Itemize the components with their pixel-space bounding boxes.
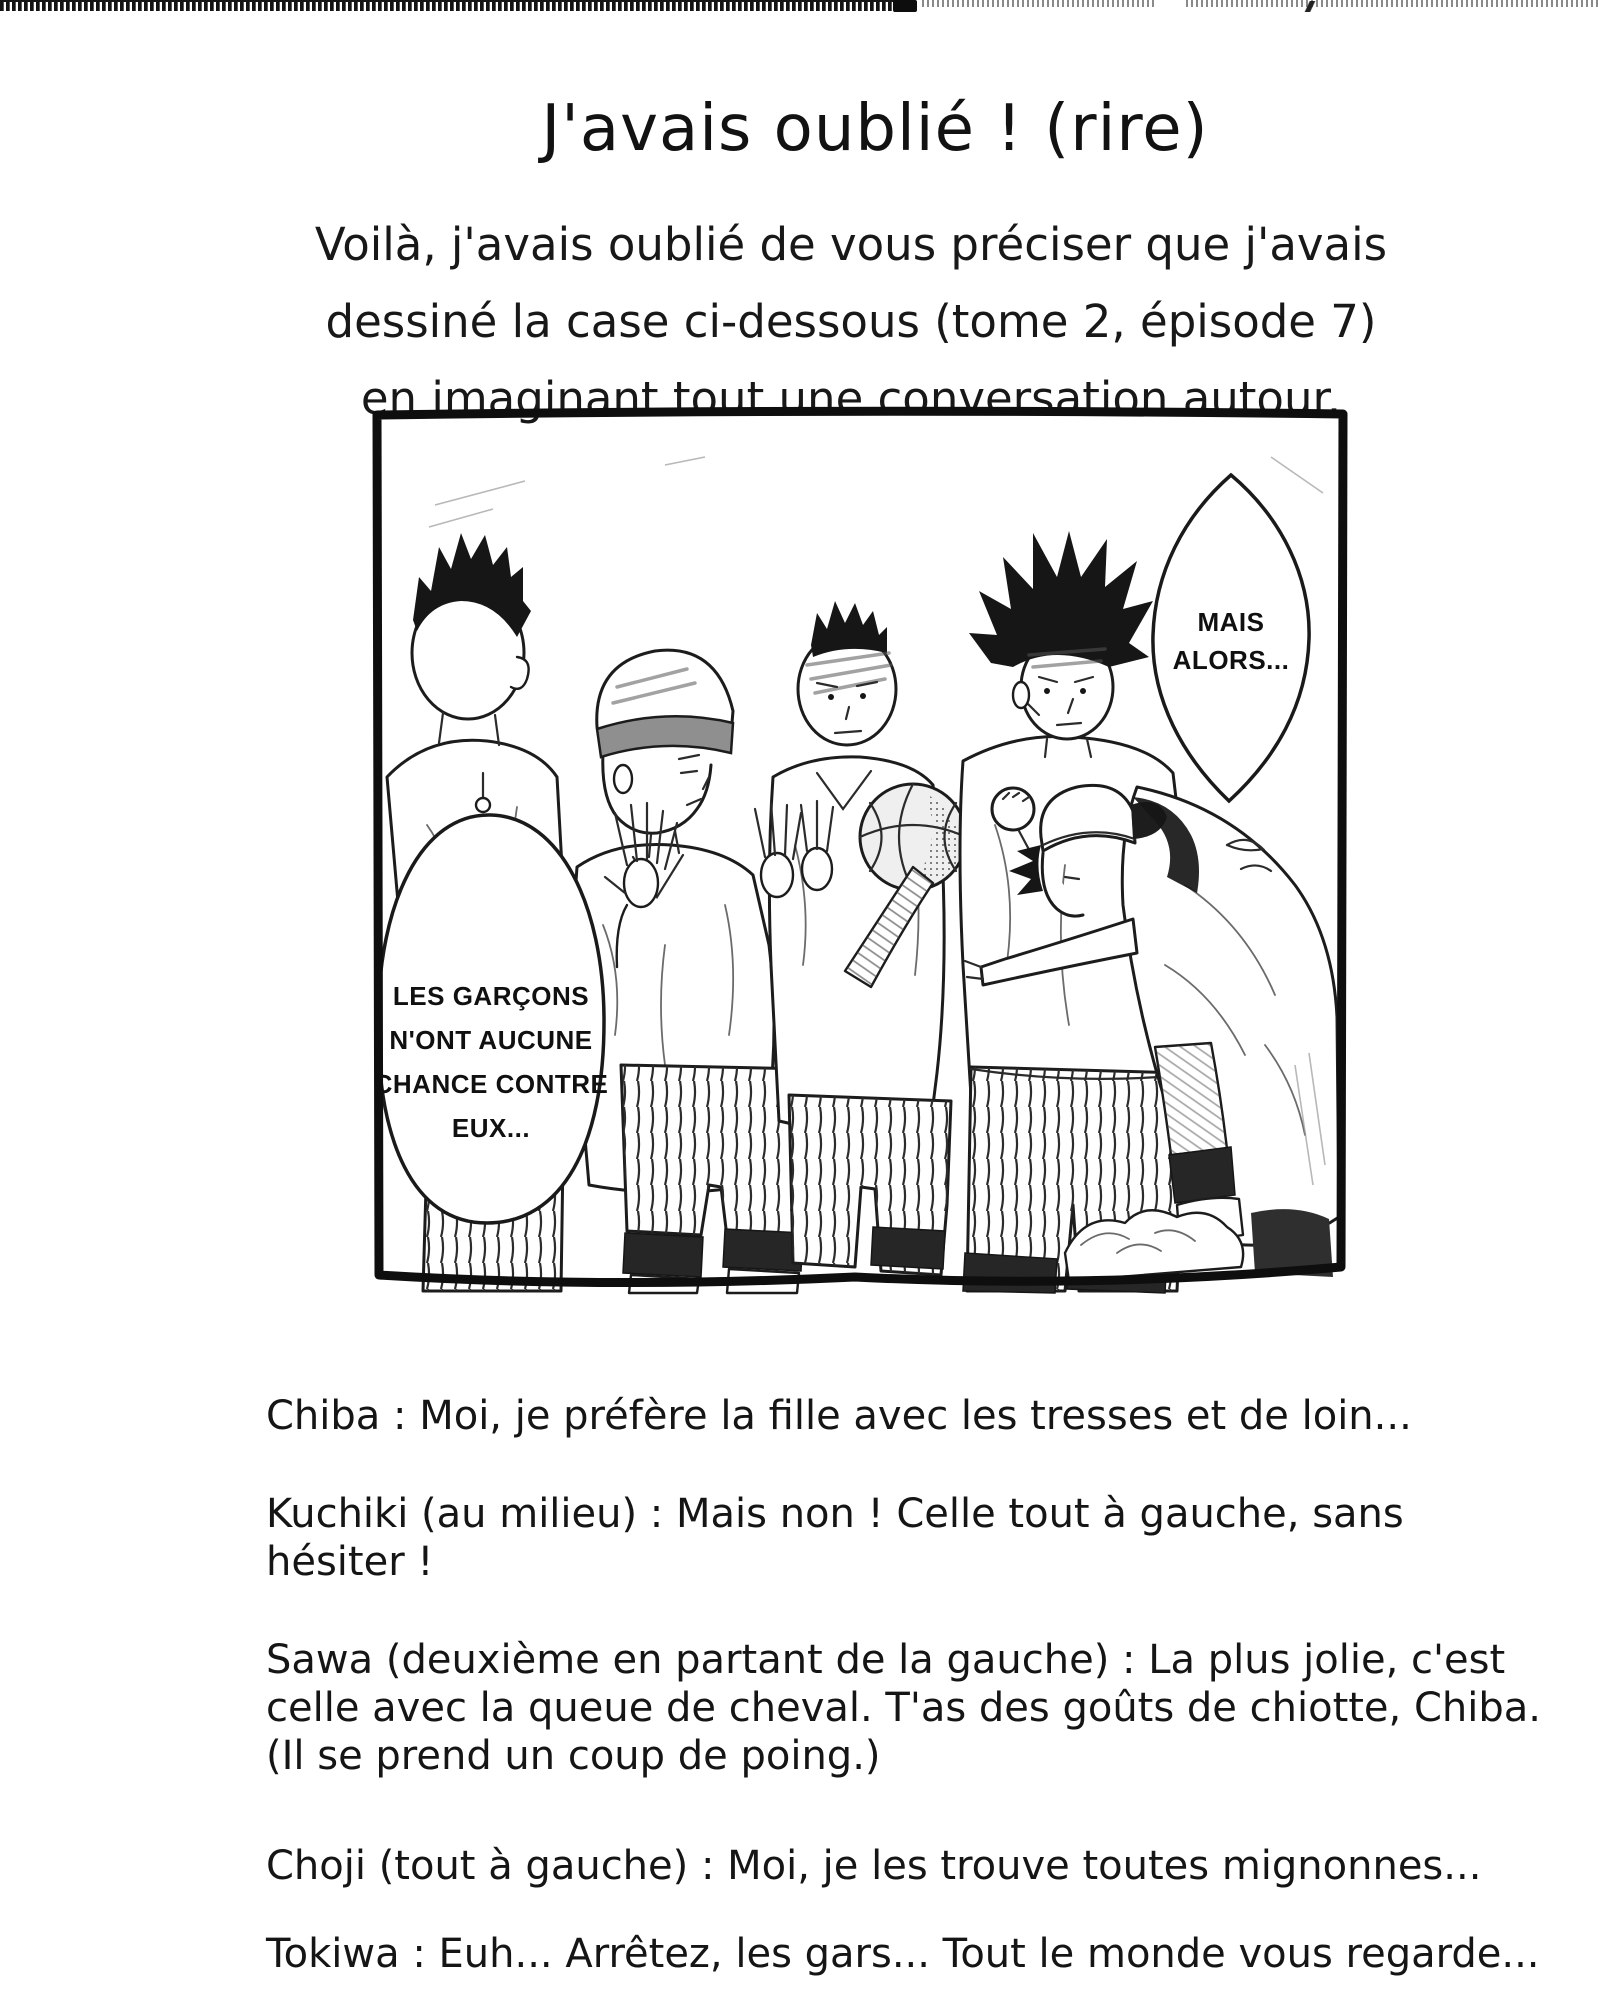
dialogue-line: Kuchiki (au milieu) : Mais non ! Celle tout à gauche, sans: [266, 1491, 1404, 1537]
scan-edge-segment: [1186, 0, 1598, 7]
speech-bubble-right: [1153, 475, 1309, 801]
dialogue-sawa: [266, 1636, 1541, 1780]
scan-edge-blot: [893, 0, 917, 12]
bubble-left-text: N'ONT AUCUNE: [389, 1025, 593, 1055]
dialogue-line: celle avec la queue de cheval. T'as des goûts de chiotte, Chiba.: [266, 1685, 1541, 1731]
manga-panel: [365, 405, 1360, 1295]
dialogue-line: hésiter !: [266, 1539, 434, 1585]
pencil-scratches: [429, 457, 1323, 527]
intro-line: dessiné la case ci-dessous (tome 2, épisode 7): [325, 295, 1377, 348]
panel-artwork: [365, 405, 1360, 1295]
page-top-scan-edge: [0, 0, 1598, 13]
intro-line: Voilà, j'avais oublié de vous préciser que j'avais: [314, 218, 1388, 271]
dialogue-choji: [266, 1842, 1541, 1890]
bubble-left-text: CHANCE CONTRE: [373, 1069, 609, 1099]
scan-edge-segment: [922, 0, 1154, 7]
scan-edge-scratch: [1292, 1, 1326, 12]
dialogue-line: Sawa (deuxième en partant de la gauche) : La plus jolie, c'est: [266, 1637, 1506, 1683]
bubble-right-text: MAIS: [1197, 607, 1265, 637]
dialogue-chiba: [266, 1392, 1541, 1440]
scan-edge-segment: [0, 0, 898, 11]
dialogue-tokiwa: [266, 1930, 1541, 1978]
dialogue-line: Choji (tout à gauche) : Moi, je les trouve toutes mignonnes...: [266, 1843, 1482, 1889]
intro-line: en imaginant tout une conversation autour.: [360, 372, 1342, 425]
page-title: J'avais oublié ! (rire): [541, 92, 1209, 166]
dialogue-section: [266, 1392, 1541, 2000]
intro-paragraph: [52, 206, 1598, 437]
bubble-left-text: LES GARÇONS: [392, 981, 590, 1011]
dialogue-line: Chiba : Moi, je préfère la fille avec les tresses et de loin...: [266, 1393, 1412, 1439]
bubble-right-text: ALORS...: [1172, 645, 1290, 675]
dialogue-line: Tokiwa : Euh... Arrêtez, les gars... Tout le monde vous regarde...: [266, 1931, 1540, 1977]
dialogue-line: (Il se prend un coup de poing.): [266, 1733, 881, 1779]
speech-bubble-left: [374, 815, 609, 1223]
bubble-left-text: EUX...: [451, 1113, 531, 1143]
dialogue-kuchiki: [266, 1490, 1541, 1586]
